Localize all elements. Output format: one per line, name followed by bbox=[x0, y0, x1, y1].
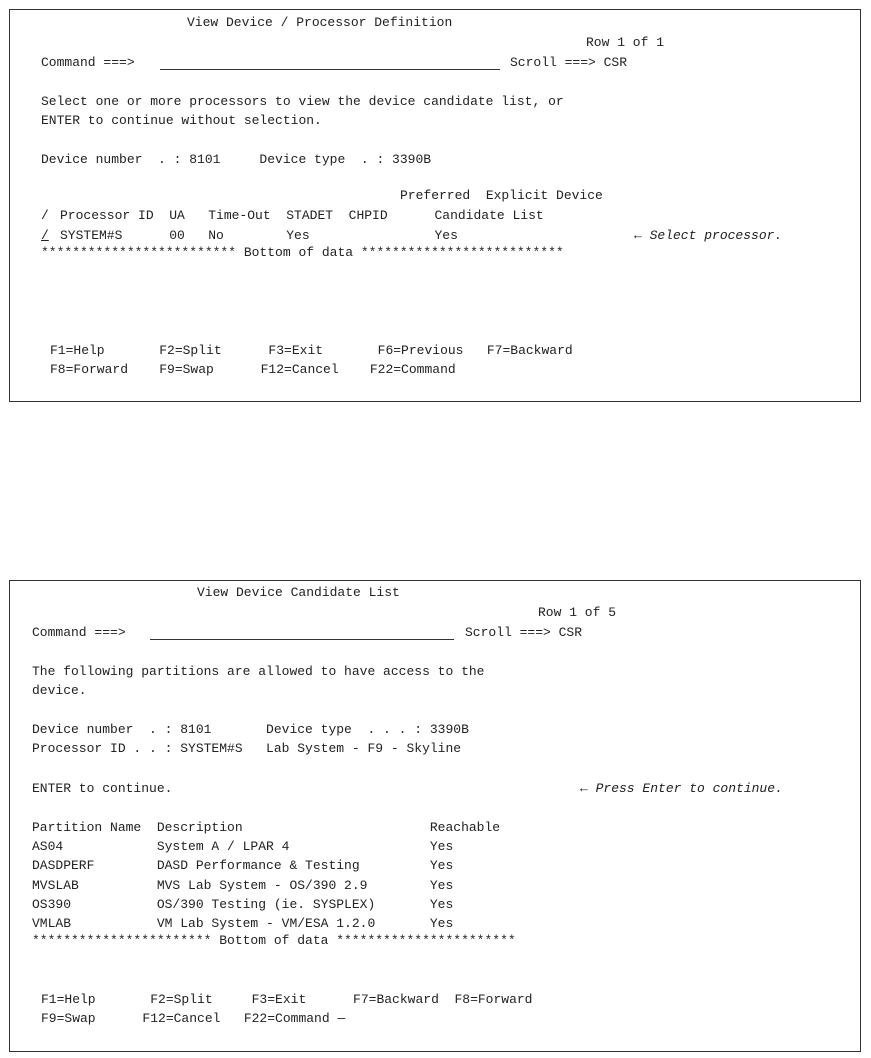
instruction-line: The following partitions are allowed to have access to the bbox=[32, 664, 485, 679]
device-candidate-list-panel bbox=[9, 580, 861, 1052]
bottom-of-data: *********************** Bottom of data *********************** bbox=[32, 933, 516, 948]
processor-definition-panel bbox=[9, 9, 861, 402]
table-header-top: Preferred Explicit Device bbox=[400, 188, 603, 203]
function-keys: F8=Forward F9=Swap F12=Cancel F22=Command bbox=[50, 362, 456, 377]
function-keys: F9=Swap F12=Cancel F22=Command — bbox=[41, 1011, 346, 1026]
function-keys: F1=Help F2=Split F3=Exit F6=Previous F7=Backward bbox=[50, 343, 573, 358]
table-row: SYSTEM#S 00 No Yes Yes bbox=[60, 228, 458, 243]
row-select-field[interactable]: / bbox=[41, 228, 49, 243]
table-header: Processor ID UA Time-Out STADET CHPID Candidate List bbox=[60, 208, 544, 223]
table-row: MVSLAB MVS Lab System - OS/390 2.9 Yes bbox=[32, 878, 454, 893]
table-row: OS390 OS/390 Testing (ie. SYSPLEX) Yes bbox=[32, 897, 454, 912]
processor-info: Processor ID . . : SYSTEM#S Lab System - F9 - Skyline bbox=[32, 741, 462, 756]
panel-title: View Device / Processor Definition bbox=[187, 15, 453, 30]
instruction-line: ENTER to continue without selection. bbox=[41, 113, 322, 128]
row-info: Row 1 of 1 bbox=[586, 35, 665, 50]
instruction-line: Select one or more processors to view the device candidate list, or bbox=[41, 94, 564, 109]
panel-title: View Device Candidate List bbox=[197, 585, 400, 600]
instruction-line: device. bbox=[32, 683, 87, 698]
command-label: Command ===> bbox=[32, 625, 126, 640]
scroll-label: Scroll ===> CSR bbox=[510, 55, 628, 70]
command-input[interactable] bbox=[160, 55, 500, 70]
hint-annotation: ← Select processor. bbox=[634, 228, 783, 243]
table-row: AS04 System A / LPAR 4 Yes bbox=[32, 839, 454, 854]
enter-prompt: ENTER to continue. bbox=[32, 781, 173, 796]
device-info: Device number . : 8101 Device type . : 3390B bbox=[41, 152, 432, 167]
bottom-of-data: ************************* Bottom of data ************************** bbox=[41, 245, 564, 260]
table-row: DASDPERF DASD Performance & Testing Yes bbox=[32, 858, 454, 873]
scroll-label: Scroll ===> CSR bbox=[465, 625, 583, 640]
hint-annotation: ← Press Enter to continue. bbox=[580, 781, 783, 796]
command-label: Command ===> bbox=[41, 55, 135, 70]
device-info: Device number . : 8101 Device type . . . : 3390B bbox=[32, 722, 469, 737]
select-column-header: / bbox=[41, 208, 49, 223]
row-info: Row 1 of 5 bbox=[538, 605, 617, 620]
function-keys: F1=Help F2=Split F3=Exit F7=Backward F8=Forward bbox=[41, 992, 533, 1007]
table-row: VMLAB VM Lab System - VM/ESA 1.2.0 Yes bbox=[32, 916, 454, 931]
command-input[interactable] bbox=[150, 625, 454, 640]
table-header: Partition Name Description Reachable bbox=[32, 820, 501, 835]
